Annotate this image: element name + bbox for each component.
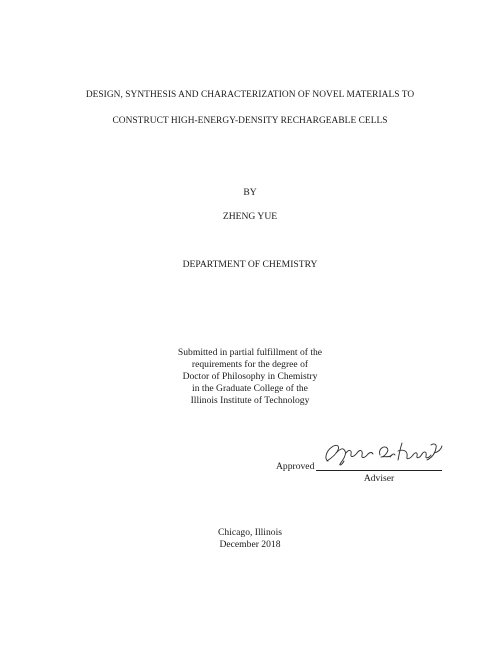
- place: Chicago, Illinois: [218, 527, 282, 538]
- submission-line-2: requirements for the degree of: [191, 359, 309, 370]
- department-name: DEPARTMENT OF CHEMISTRY: [182, 259, 318, 270]
- thesis-title-line-1: DESIGN, SYNTHESIS AND CHARACTERIZATION OF NOVEL MATERIALS TO: [85, 90, 415, 100]
- author-name: ZHENG YUE: [222, 211, 278, 222]
- approval-block: [276, 455, 446, 485]
- submission-line-1: Submitted in partial fulfillment of the: [177, 347, 323, 358]
- submission-line-5: Illinois Institute of Technology: [190, 395, 310, 406]
- submission-line-3: Doctor of Philosophy in Chemistry: [182, 371, 318, 382]
- by-label: BY: [243, 187, 257, 198]
- submission-line-4: in the Graduate College of the: [192, 383, 308, 394]
- date: December 2018: [219, 539, 281, 550]
- adviser-label: Adviser: [363, 473, 395, 484]
- approved-label: Approved: [276, 461, 315, 472]
- thesis-title-line-2: CONSTRUCT HIGH-ENERGY-DENSITY RECHARGEABLE CELLS: [112, 116, 388, 126]
- signature-line: [316, 470, 442, 471]
